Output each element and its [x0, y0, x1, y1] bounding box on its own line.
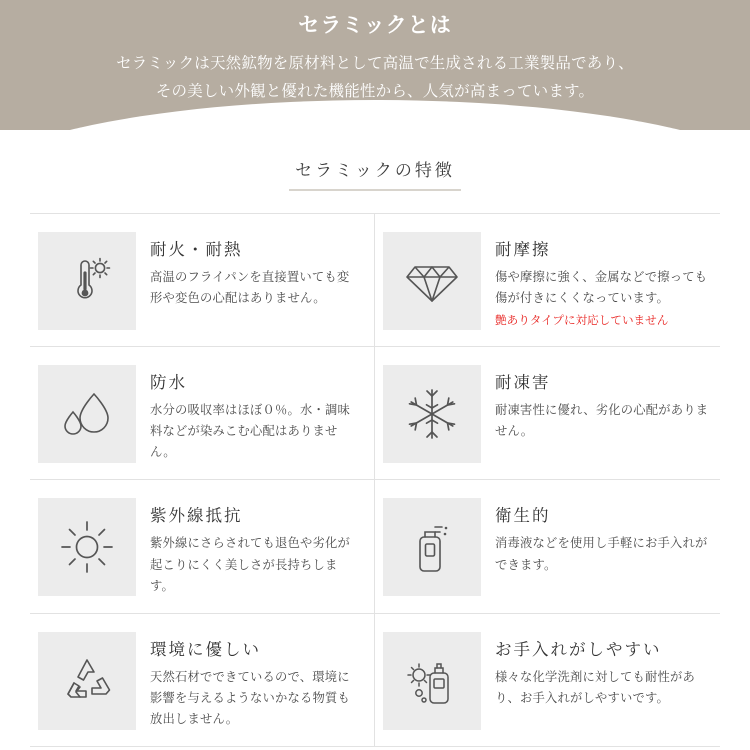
feature-item	[30, 347, 375, 480]
feature-text	[495, 232, 710, 328]
feature-description: 消毒液などを使用し手軽にお手入れができます。	[495, 536, 708, 572]
water-drops-icon	[38, 365, 136, 463]
feature-text	[495, 365, 710, 442]
diamond-icon	[383, 232, 481, 330]
feature-grid	[30, 213, 720, 747]
feature-title: 耐火・耐熱	[150, 241, 243, 259]
feature-title: 衛生的	[495, 507, 551, 526]
feature-text	[150, 232, 358, 309]
feature-item	[30, 214, 375, 347]
feature-item	[375, 614, 720, 747]
section-title-container	[0, 156, 750, 191]
sun-icon	[38, 498, 136, 596]
feature-title: 防水	[150, 374, 187, 392]
feature-item	[30, 480, 375, 613]
page-title: セラミックとは	[298, 14, 452, 37]
feature-title: お手入れがしやすい	[495, 640, 662, 659]
feature-text	[150, 365, 358, 463]
feature-item	[375, 480, 720, 613]
feature-text	[495, 498, 710, 575]
feature-description: 耐凍害性に優れ、劣化の心配がありません。	[495, 403, 709, 439]
recycle-icon	[38, 632, 136, 730]
feature-description: 紫外線にさらされても退色や劣化が起こりにくく美しさが長持ちします。	[150, 536, 350, 593]
feature-item	[375, 214, 720, 347]
section-title: セラミックの特徴	[289, 156, 461, 191]
feature-item	[375, 347, 720, 480]
feature-text	[150, 632, 358, 730]
header-description	[0, 50, 750, 107]
feature-title: 環境に優しい	[150, 640, 261, 659]
feature-description: 天然石材でできているので、環境に影響を与えるようないかなる物質も放出しません。	[150, 669, 350, 727]
feature-description: 傷や摩擦に強く、金属などで擦っても傷が付きにくくなっています。	[495, 270, 708, 306]
feature-description: 水分の吸収率はほぼ０％。水・調味料などが染みこむ心配はありません。	[150, 403, 350, 460]
snowflake-icon	[383, 365, 481, 463]
feature-description: 高温のフライパンを直接置いても変形や変色の心配はありません。	[150, 270, 350, 306]
feature-title: 耐摩擦	[495, 241, 551, 259]
feature-description: 様々な化学洗剤に対しても耐性があり、お手入れがしやすいです。	[495, 669, 695, 705]
feature-item	[30, 614, 375, 747]
spray-bottle-icon	[383, 498, 481, 596]
feature-text	[150, 498, 358, 596]
feature-title: 紫外線抵抗	[150, 507, 243, 526]
header-description-line-2: その美しい外観と優れた機能性から、人気が高まっています。	[155, 83, 595, 101]
feature-note: 艶ありタイプに対応していません	[495, 314, 669, 328]
feature-title: 耐凍害	[495, 374, 551, 392]
page-header	[0, 0, 750, 130]
header-description-line-1: セラミックは天然鉱物を原材料として高温で生成される工業製品であり、	[116, 54, 634, 72]
cleaning-bottle-icon	[383, 632, 481, 730]
thermometer-sun-icon	[38, 232, 136, 330]
header-content	[0, 0, 750, 107]
feature-text	[495, 632, 710, 709]
